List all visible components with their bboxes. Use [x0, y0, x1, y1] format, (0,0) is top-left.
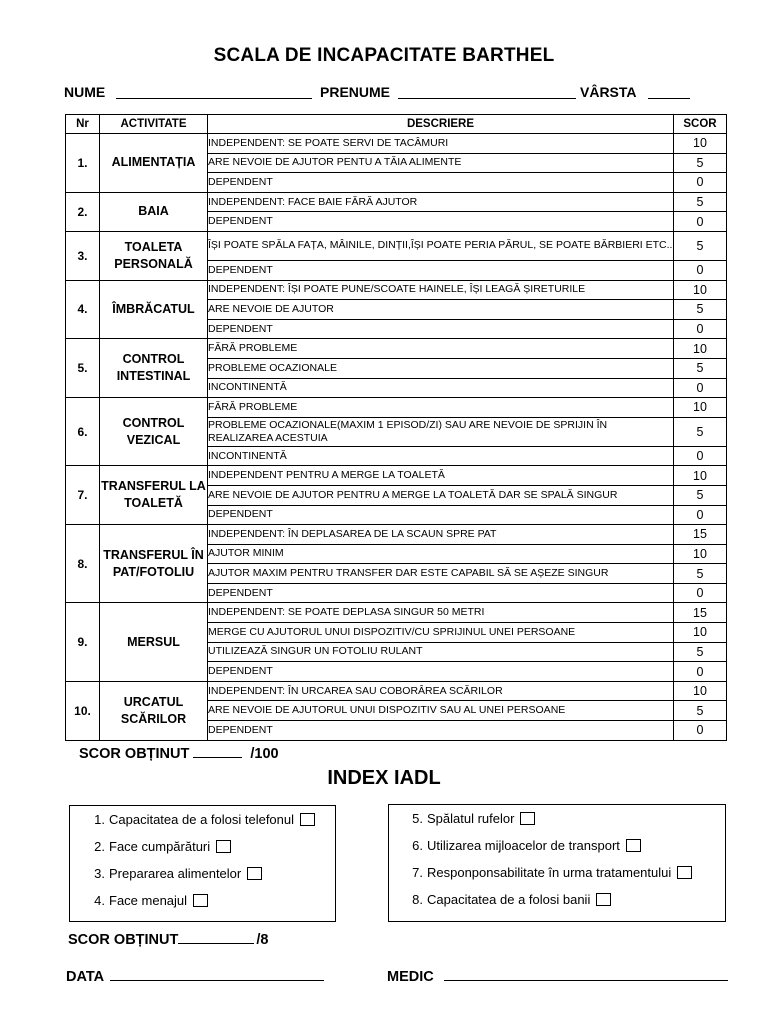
- score-value: 10: [674, 681, 727, 701]
- nume-field[interactable]: [116, 98, 312, 99]
- prenume-field[interactable]: [398, 98, 576, 99]
- activity-description: DEPENDENT: [208, 173, 674, 193]
- identity-line: [64, 84, 704, 102]
- score-value: 10: [674, 339, 727, 359]
- iadl-score-max: /8: [256, 932, 269, 948]
- score-value: 5: [674, 701, 727, 721]
- iadl-item-number: 1.: [94, 812, 105, 827]
- activity-description: AJUTOR MAXIM PENTRU TRANSFER DAR ESTE CAPABIL SĂ SE AȘEZE SINGUR: [208, 564, 674, 584]
- iadl-item-number: 3.: [94, 866, 105, 881]
- activity-description: INDEPENDENT: FACE BAIE FĂRĂ AJUTOR: [208, 192, 674, 212]
- score-value: 0: [674, 446, 727, 466]
- medic-line: [387, 969, 728, 985]
- barthel-score-line: [79, 746, 279, 762]
- activity-description: INDEPENDENT: ÎN URCAREA SAU COBORÂREA SCĂRILOR: [208, 681, 674, 701]
- score-value: 10: [674, 398, 727, 418]
- activity-description: INDEPENDENT: ÎȘI POATE PUNE/SCOATE HAINELE, ÎȘI LEAGĂ ȘIRETURILE: [208, 280, 674, 300]
- score-value: 10: [674, 280, 727, 300]
- score-value: 0: [674, 319, 727, 339]
- row-number: 7.: [66, 466, 100, 525]
- activity-description: UTILIZEAZĂ SINGUR UN FOTOLIU RULANT: [208, 642, 674, 662]
- varsta-label: VÂRSTA: [580, 84, 637, 100]
- iadl-item-number: 7.: [412, 865, 423, 880]
- barthel-score-max: /100: [250, 746, 279, 762]
- score-value: 5: [674, 564, 727, 584]
- table-row: [66, 231, 727, 260]
- row-number: 4.: [66, 280, 100, 339]
- activity-description: DEPENDENT: [208, 319, 674, 339]
- score-value: 15: [674, 525, 727, 545]
- iadl-score-field[interactable]: [178, 932, 254, 944]
- iadl-item-label: Spălatul rufelor: [427, 811, 515, 826]
- table-header-row: [66, 115, 727, 134]
- iadl-checkbox[interactable]: [520, 812, 535, 825]
- score-value: 5: [674, 231, 727, 260]
- activity-description: AJUTOR MINIM: [208, 544, 674, 564]
- iadl-item: [405, 811, 535, 826]
- iadl-item: [87, 893, 208, 908]
- activity-description: DEPENDENT: [208, 583, 674, 603]
- score-value: 5: [674, 300, 727, 320]
- score-value: 10: [674, 134, 727, 154]
- score-value: 0: [674, 173, 727, 193]
- iadl-checkbox[interactable]: [300, 813, 315, 826]
- activity-description: INDEPENDENT PENTRU A MERGE LA TOALETĂ: [208, 466, 674, 486]
- activity-name: BAIA: [100, 192, 208, 231]
- score-value: 10: [674, 544, 727, 564]
- table-row: [66, 525, 727, 545]
- header-descriere: DESCRIERE: [208, 115, 674, 134]
- header-activitate: ACTIVITATE: [100, 115, 208, 134]
- header-scor: SCOR: [674, 115, 727, 134]
- iadl-left-box: [69, 805, 336, 922]
- score-value: 0: [674, 212, 727, 232]
- row-number: 1.: [66, 134, 100, 193]
- activity-description: FĂRĂ PROBLEME: [208, 398, 674, 418]
- activity-description: INDEPENDENT: ÎN DEPLASAREA DE LA SCAUN SPRE PAT: [208, 525, 674, 545]
- activity-description: INDEPENDENT: SE POATE DEPLASA SINGUR 50 METRI: [208, 603, 674, 623]
- iadl-item-number: 8.: [412, 892, 423, 907]
- activity-description: DEPENDENT: [208, 505, 674, 525]
- iadl-item-label: Face cumpărături: [109, 839, 211, 854]
- activity-description: PROBLEME OCAZIONALE: [208, 358, 674, 378]
- iadl-right-box: [388, 804, 726, 922]
- activity-description: FĂRĂ PROBLEME: [208, 339, 674, 359]
- iadl-item-number: 6.: [412, 838, 423, 853]
- score-value: 5: [674, 485, 727, 505]
- activity-name: TRANSFERUL ÎN PAT/FOTOLIU: [100, 525, 208, 603]
- table-row: [66, 134, 727, 154]
- iadl-item-label: Face menajul: [109, 893, 188, 908]
- iadl-item: [87, 866, 262, 881]
- activity-description: INDEPENDENT: SE POATE SERVI DE TACÂMURI: [208, 134, 674, 154]
- activity-description: INCONTINENTĂ: [208, 446, 674, 466]
- activity-description: ARE NEVOIE DE AJUTOR: [208, 300, 674, 320]
- score-value: 0: [674, 583, 727, 603]
- table-row: [66, 603, 727, 623]
- activity-description: ARE NEVOIE DE AJUTORUL UNUI DISPOZITIV SAU AL UNEI PERSOANE: [208, 701, 674, 721]
- row-number: 3.: [66, 231, 100, 280]
- prenume-label: PRENUME: [320, 84, 391, 100]
- activity-name: CONTROL INTESTINAL: [100, 339, 208, 398]
- score-value: 5: [674, 153, 727, 173]
- medic-field[interactable]: [444, 969, 728, 981]
- barthel-body: [66, 134, 727, 741]
- score-value: 5: [674, 417, 727, 446]
- iadl-item-label: Utilizarea mijloacelor de transport: [427, 838, 620, 853]
- score-value: 5: [674, 642, 727, 662]
- activity-name: URCATUL SCĂRILOR: [100, 681, 208, 740]
- iadl-score-label: SCOR OBȚINUT: [68, 932, 179, 948]
- score-value: 10: [674, 466, 727, 486]
- iadl-checkbox[interactable]: [596, 893, 611, 906]
- score-value: 0: [674, 721, 727, 741]
- score-value: 5: [674, 358, 727, 378]
- score-value: 10: [674, 623, 727, 643]
- activity-description: DEPENDENT: [208, 721, 674, 741]
- iadl-item-label: Capacitatea de a folosi banii: [427, 892, 591, 907]
- activity-description: INCONTINENTĂ: [208, 378, 674, 398]
- iadl-item-number: 2.: [94, 839, 105, 854]
- row-number: 2.: [66, 192, 100, 231]
- iadl-checkbox[interactable]: [216, 840, 231, 853]
- iadl-item: [87, 839, 231, 854]
- row-number: 10.: [66, 681, 100, 740]
- row-number: 5.: [66, 339, 100, 398]
- activity-description: DEPENDENT: [208, 662, 674, 682]
- varsta-field[interactable]: [648, 98, 690, 99]
- score-value: 0: [674, 505, 727, 525]
- iadl-checkbox[interactable]: [247, 867, 262, 880]
- score-value: 0: [674, 260, 727, 280]
- header-nr: Nr: [66, 115, 100, 134]
- score-value: 0: [674, 378, 727, 398]
- iadl-item-label: Prepararea alimentelor: [109, 866, 242, 881]
- row-number: 6.: [66, 398, 100, 466]
- activity-name: MERSUL: [100, 603, 208, 681]
- iadl-item: [405, 892, 611, 907]
- activity-description: PROBLEME OCAZIONALE(MAXIM 1 EPISOD/ZI) SAU ARE NEVOIE DE SPRIJIN ÎN REALIZAREA ACESTUIA: [208, 417, 674, 446]
- iadl-checkbox[interactable]: [677, 866, 692, 879]
- activity-name: TOALETA PERSONALĂ: [100, 231, 208, 280]
- iadl-item: [405, 865, 692, 880]
- activity-name: CONTROL VEZICAL: [100, 398, 208, 466]
- table-row: [66, 192, 727, 212]
- table-row: [66, 398, 727, 418]
- activity-description: ÎȘI POATE SPĂLA FAȚA, MÂINILE, DINȚII,ÎȘI POATE PERIA PĂRUL, SE POATE BĂRBIERI ETC..: [208, 231, 674, 260]
- table-row: [66, 466, 727, 486]
- activity-name: ALIMENTAȚIA: [100, 134, 208, 193]
- iadl-item-number: 5.: [412, 811, 423, 826]
- iadl-checkbox[interactable]: [193, 894, 208, 907]
- iadl-item: [405, 838, 641, 853]
- score-value: 0: [674, 662, 727, 682]
- barthel-score-field[interactable]: [193, 746, 242, 758]
- date-field[interactable]: [110, 969, 324, 981]
- activity-description: ARE NEVOIE DE AJUTOR PENTU A TĂIA ALIMENTE: [208, 153, 674, 173]
- iadl-checkbox[interactable]: [626, 839, 641, 852]
- nume-label: NUME: [64, 84, 106, 100]
- score-value: 5: [674, 192, 727, 212]
- activity-name: TRANSFERUL LA TOALETĂ: [100, 466, 208, 525]
- barthel-score-label: SCOR OBȚINUT: [79, 746, 190, 762]
- table-row: [66, 339, 727, 359]
- iadl-item-label: Responponsabilitate în urma tratamentului: [427, 865, 672, 880]
- medic-label: MEDIC: [387, 969, 434, 985]
- page-title: SCALA DE INCAPACITATE BARTHEL: [213, 45, 555, 66]
- activity-name: ÎMBRĂCATUL: [100, 280, 208, 339]
- row-number: 8.: [66, 525, 100, 603]
- iadl-title: INDEX IADL: [327, 767, 441, 789]
- activity-description: DEPENDENT: [208, 212, 674, 232]
- table-row: [66, 280, 727, 300]
- activity-description: MERGE CU AJUTORUL UNUI DISPOZITIV/CU SPRIJINUL UNEI PERSOANE: [208, 623, 674, 643]
- table-row: [66, 681, 727, 701]
- iadl-item-label: Capacitatea de a folosi telefonul: [109, 812, 295, 827]
- activity-description: ARE NEVOIE DE AJUTOR PENTRU A MERGE LA TOALETĂ DAR SE SPALĂ SINGUR: [208, 485, 674, 505]
- score-value: 15: [674, 603, 727, 623]
- iadl-score-line: [68, 932, 268, 948]
- iadl-item: [87, 812, 315, 827]
- row-number: 9.: [66, 603, 100, 681]
- barthel-table: [65, 114, 727, 741]
- date-label: DATA: [66, 969, 104, 985]
- activity-description: DEPENDENT: [208, 260, 674, 280]
- iadl-item-number: 4.: [94, 893, 105, 908]
- date-line: [66, 969, 324, 985]
